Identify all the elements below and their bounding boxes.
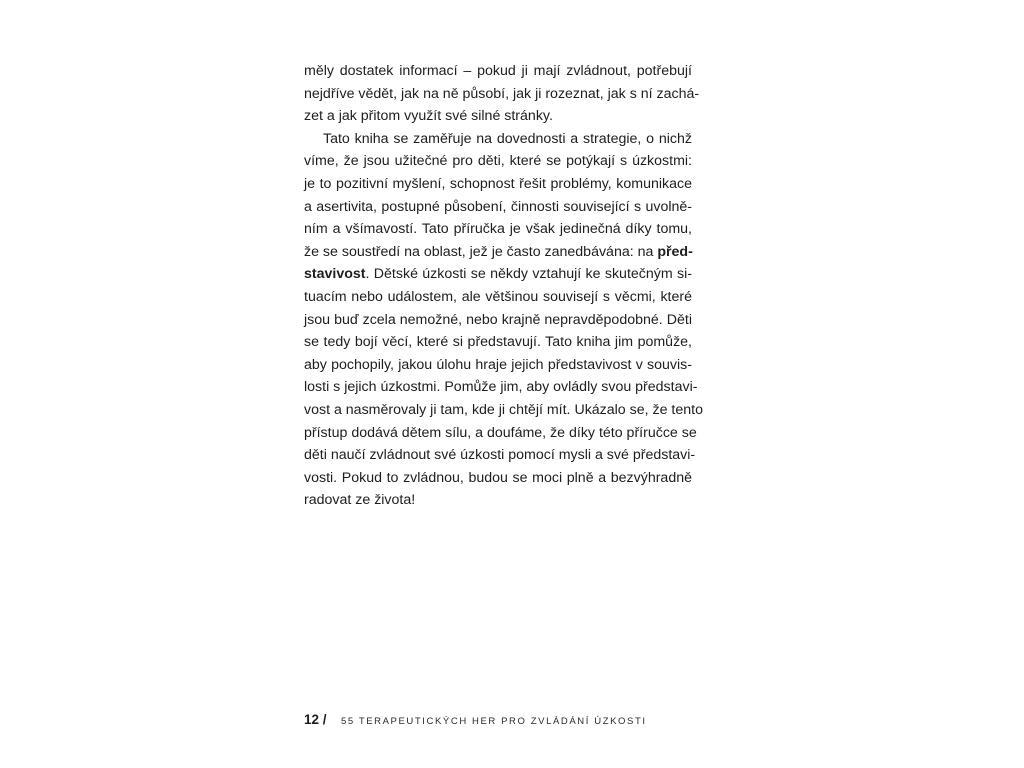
text-line: nejdříve vědět, jak na ně působí, jak ji rozeznat, jak s ní zachá- bbox=[304, 85, 700, 102]
text-fragment: že se soustředí na oblast, jež je často zanedbávána: na bbox=[304, 243, 658, 260]
text-line: přístup dodává dětem sílu, a doufáme, že díky této příručce se bbox=[304, 424, 697, 441]
body-text bbox=[304, 60, 703, 512]
text-line: zet a jak přitom využít své silné stránky. bbox=[304, 108, 553, 125]
text-line: losti s jejich úzkostmi. Pomůže jim, aby ovládly svou představi- bbox=[304, 379, 698, 396]
text-line: vosti. Pokud to zvládnou, budou se moci plně a bezvýhradně bbox=[304, 469, 692, 486]
emphasis-word-start: před- bbox=[657, 243, 693, 260]
text-line: Tato kniha se zaměřuje na dovednosti a strategie, o nichž bbox=[323, 130, 692, 147]
emphasis-word-end: stavivost bbox=[304, 266, 366, 283]
text-line: se tedy bojí věcí, které si představují. Tato kniha jim pomůže, bbox=[304, 334, 692, 351]
text-line: ním a všímavostí. Tato příručka je však jedinečná díky tomu, bbox=[304, 221, 692, 238]
text-line: víme, že jsou užitečné pro děti, které se potýkají s úzkostmi: bbox=[304, 153, 692, 170]
text-line: vost a nasměrovaly ji tam, kde ji chtějí mít. Ukázalo se, že tento bbox=[304, 401, 703, 418]
page-footer bbox=[304, 711, 647, 729]
text-line-with-emphasis bbox=[304, 263, 692, 286]
text-line: radovat ze života! bbox=[304, 492, 416, 509]
text-fragment: . Dětské úzkosti se někdy vztahují ke skutečným si- bbox=[365, 266, 692, 283]
text-line: a asertivita, postupné působení, činnosti související s uvolně- bbox=[304, 198, 692, 215]
text-line: děti naučí zvládnout své úzkosti pomocí mysli a své představi- bbox=[304, 447, 696, 464]
running-title: 55 TERAPEUTICKÝCH HER PRO ZVLÁDÁNÍ ÚZKOSTI bbox=[340, 716, 647, 727]
text-line: tuacím nebo událostem, ale většinou souvisejí s věcmi, které bbox=[304, 288, 692, 305]
text-line-with-emphasis bbox=[304, 241, 692, 264]
text-line: jsou buď zcela nemožné, nebo krajně nepravděpodobné. Děti bbox=[304, 311, 692, 328]
text-line: měly dostatek informací – pokud ji mají zvládnout, potřebují bbox=[304, 63, 692, 79]
text-line: aby pochopily, jakou úlohu hraje jejich představivost v souvis- bbox=[304, 356, 692, 373]
text-line: je to pozitivní myšlení, schopnost řešit problémy, komunikace bbox=[304, 175, 692, 192]
page-number: 12 / bbox=[304, 712, 327, 727]
